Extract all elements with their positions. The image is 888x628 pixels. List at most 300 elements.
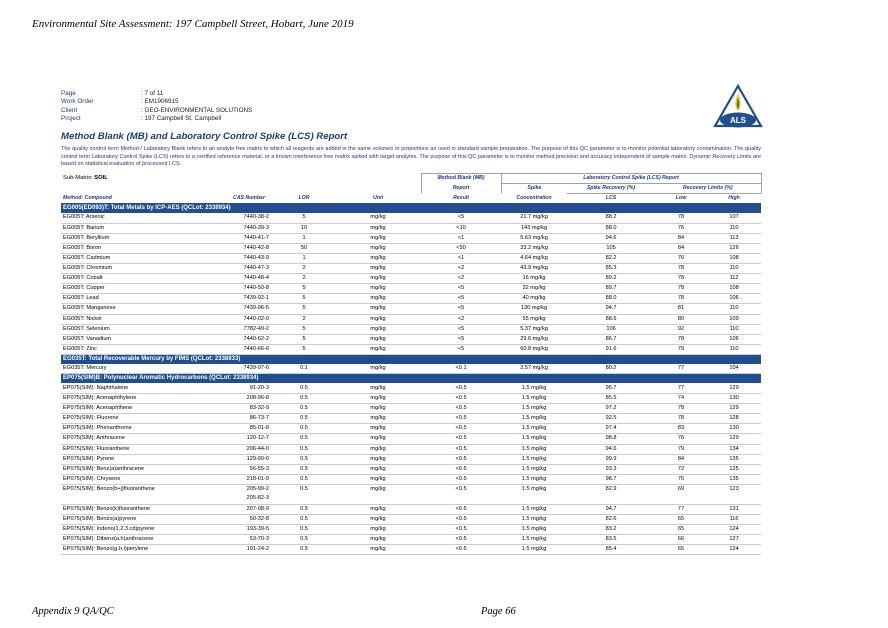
mb-report-header: Report [421, 183, 501, 193]
col-compound-header: Method: Compound [61, 193, 225, 203]
col-compound-cell: EG005T: Boron [61, 243, 225, 253]
col-concentration-cell: 1.5 mg/kg [501, 504, 567, 514]
meta-value: : EM1906915 [141, 98, 179, 106]
col-unit-cell: mg/kg [335, 404, 421, 414]
group-header-row [61, 354, 761, 364]
col-unit-cell: mg/kg [335, 274, 421, 284]
col-lcs-cell: 106 [567, 324, 655, 334]
col-cas-number-cell: 129-00-0 [225, 454, 273, 464]
table-row [61, 274, 761, 284]
col-lcs-cell: 94.7 [567, 304, 655, 314]
col-high-cell: 129 [707, 404, 761, 414]
col-high-cell: 108 [707, 284, 761, 294]
col-lor-cell: 0.5 [273, 424, 335, 434]
col-lor-cell: 0.5 [273, 504, 335, 514]
col-high-cell: 113 [707, 233, 761, 243]
col-concentration-cell: 33.2 mg/kg [501, 243, 567, 253]
col-concentration-header: Concentration [501, 193, 567, 203]
col-unit-cell: mg/kg [335, 474, 421, 484]
col-lor-cell: 5 [273, 284, 335, 294]
col-compound-cell: EG035T: Mercury [61, 364, 225, 374]
col-high-cell: 127 [707, 535, 761, 545]
col-low-cell: 76 [655, 434, 707, 444]
col-result-cell: <0.5 [421, 545, 501, 555]
col-compound-cell: EG005T: Chromium [61, 264, 225, 274]
col-lcs-cell: 97.2 [567, 404, 655, 414]
col-lor-cell: 0.5 [273, 474, 335, 484]
col-lor-cell: 0.5 [273, 535, 335, 545]
col-compound-cell: EP075(SIM): Anthracene [61, 434, 225, 444]
col-lor-cell: 50 [273, 243, 335, 253]
col-high-cell: 109 [707, 314, 761, 324]
table-row [61, 243, 761, 253]
col-lor-cell: 0.5 [273, 545, 335, 555]
table-row [61, 434, 761, 444]
col-concentration-cell: 1.5 mg/kg [501, 383, 567, 393]
col-lcs-cell: 97.4 [567, 424, 655, 434]
col-high-cell: 106 [707, 294, 761, 304]
col-unit-cell: mg/kg [335, 464, 421, 474]
col-cas-number-cell: 56-55-3 [225, 464, 273, 474]
col-unit-cell: mg/kg [335, 364, 421, 374]
col-lcs-cell: 80.2 [567, 364, 655, 374]
col-compound-cell: EG005T: Cobalt [61, 274, 225, 284]
col-concentration-cell: 40 mg/kg [501, 294, 567, 304]
col-high-cell: 126 [707, 243, 761, 253]
col-result-cell: <0.5 [421, 444, 501, 454]
col-concentration-cell: 1.5 mg/kg [501, 424, 567, 434]
table-row [61, 334, 761, 344]
col-result-cell: <0.5 [421, 504, 501, 514]
col-compound-cell: EP075(SIM): Benzo(b+j)fluoranthene [61, 484, 225, 504]
col-low-cell: 77 [655, 364, 707, 374]
col-concentration-cell: 60.8 mg/kg [501, 344, 567, 354]
col-cas-number-cell: 206-44-0 [225, 444, 273, 454]
col-lor-cell: 0.5 [273, 525, 335, 535]
mb-header: Method Blank (MB) [421, 173, 501, 183]
col-cas-number-cell: 91-20-3 [225, 383, 273, 393]
col-concentration-cell: 1.5 mg/kg [501, 454, 567, 464]
table-row [61, 535, 761, 545]
col-lor-cell: 2 [273, 314, 335, 324]
table-row [61, 383, 761, 393]
col-result-cell: <0.5 [421, 474, 501, 484]
col-compound-cell: EG005T: Cadmium [61, 253, 225, 263]
col-low-cell: 79 [655, 344, 707, 354]
col-unit-cell: mg/kg [335, 314, 421, 324]
col-result-header: Result [421, 193, 501, 203]
col-lcs-cell: 82.2 [567, 253, 655, 263]
col-low-cell: 76 [655, 253, 707, 263]
col-concentration-cell: 1.5 mg/kg [501, 404, 567, 414]
col-low-cell: 84 [655, 233, 707, 243]
col-cas-number-cell: 218-01-9 [225, 474, 273, 484]
col-cas-number-cell: 208-96-8 [225, 394, 273, 404]
col-lor-cell: 0.5 [273, 394, 335, 404]
col-lcs-cell: 83.5 [567, 535, 655, 545]
col-cas-number-cell: 50-32-8 [225, 515, 273, 525]
meta-row [61, 115, 765, 123]
col-concentration-cell: 1.5 mg/kg [501, 394, 567, 404]
col-concentration-cell: 1.5 mg/kg [501, 545, 567, 555]
col-compound-cell: EP075(SIM): Dibenz(a.h)anthracene [61, 535, 225, 545]
col-concentration-cell: 43.9 mg/kg [501, 264, 567, 274]
col-cas-number-cell: 7439-96-5 [225, 304, 273, 314]
col-lor-cell: 5 [273, 344, 335, 354]
col-high-cell: 130 [707, 424, 761, 434]
col-compound-cell: EP075(SIM): Acenaphthylene [61, 394, 225, 404]
col-low-header: Low [655, 193, 707, 203]
col-low-cell: 92 [655, 324, 707, 334]
col-compound-cell: EP075(SIM): Fluorene [61, 414, 225, 424]
col-lor-cell: 0.5 [273, 444, 335, 454]
col-low-cell: 83 [655, 424, 707, 434]
col-unit-cell: mg/kg [335, 344, 421, 354]
col-lor-cell: 0.5 [273, 383, 335, 393]
col-result-cell: <5 [421, 324, 501, 334]
col-result-cell: <0.5 [421, 424, 501, 434]
col-high-cell: 129 [707, 383, 761, 393]
table-row [61, 233, 761, 243]
report-intro: The quality control term Method / Laboratory Blank refers to an analyte free matrix to which all reagents are added in the same volumes or proportions as used in standard sample preparation. The purpose of this QC parameter is to monitor potential laboratory contamination. The quality control term Laboratory Control Spike (LCS) refers to a certified reference material, or a known interference free matrix spiked with target analytes. The purpose of this QC parameter is to monitor method precision and accuracy independent of sample matrix. Dynamic Recovery Limits are based on statistical evaluation of processed LCS. [61, 146, 761, 168]
submatrix-cell [61, 173, 421, 183]
col-high-cell: 131 [707, 504, 761, 514]
col-cas-number-cell: 7440-50-8 [225, 284, 273, 294]
col-lcs-cell: 89.7 [567, 284, 655, 294]
col-lor-cell: 0.5 [273, 404, 335, 414]
table-row [61, 484, 761, 504]
table-row [61, 253, 761, 263]
col-compound-cell: EP075(SIM): Pyrene [61, 454, 225, 464]
col-lor-cell: 5 [273, 294, 335, 304]
col-cas-number-cell: 7440-47-3 [225, 264, 273, 274]
col-unit-cell: mg/kg [335, 233, 421, 243]
col-compound-cell: EP075(SIM): Naphthalene [61, 383, 225, 393]
col-lor-cell: 5 [273, 324, 335, 334]
col-lcs-cell: 88.0 [567, 223, 655, 233]
table-row [61, 344, 761, 354]
col-result-cell: <5 [421, 334, 501, 344]
col-result-cell: <0.5 [421, 454, 501, 464]
qc-report [61, 90, 765, 555]
col-cas-number-cell: 85-01-8 [225, 424, 273, 434]
col-unit-cell: mg/kg [335, 454, 421, 464]
col-high-cell: 104 [707, 364, 761, 374]
qc-table [61, 173, 762, 556]
meta-row [61, 90, 765, 98]
col-lcs-cell: 94.7 [567, 504, 655, 514]
col-low-cell: 78 [655, 213, 707, 223]
col-result-cell: <0.5 [421, 383, 501, 393]
col-lor-cell: 2 [273, 274, 335, 284]
logo-text: ALS [730, 116, 746, 125]
col-lor-header: LOR [273, 193, 335, 203]
col-lcs-cell: 83.2 [567, 525, 655, 535]
table-row [61, 324, 761, 334]
table-row [61, 515, 761, 525]
col-compound-cell: EG005T: Selenium [61, 324, 225, 334]
col-lcs-cell: 88.6 [567, 314, 655, 324]
col-compound-cell: EP075(SIM): Benzo(k)fluoranthene [61, 504, 225, 514]
table-row [61, 424, 761, 434]
col-concentration-cell: 1.5 mg/kg [501, 444, 567, 454]
col-unit-header: Unit [335, 193, 421, 203]
col-lcs-cell: 88.2 [567, 213, 655, 223]
col-result-cell: <0.5 [421, 394, 501, 404]
col-low-cell: 78 [655, 404, 707, 414]
table-row [61, 444, 761, 454]
col-cas-number-cell: 7439-97-6 [225, 364, 273, 374]
col-compound-cell: EG005T: Arsenic [61, 213, 225, 223]
col-low-cell: 72 [655, 464, 707, 474]
col-compound-cell: EG005T: Vanadium [61, 334, 225, 344]
table-row [61, 525, 761, 535]
col-compound-cell: EP075(SIM): Benz(a)anthracene [61, 464, 225, 474]
col-cas-number-cell: 207-08-9 [225, 504, 273, 514]
col-lor-cell: 5 [273, 334, 335, 344]
col-high-cell: 110 [707, 264, 761, 274]
group-title: EP075(SIM)B: Polynuclear Aromatic Hydrocarbons (QCLot: 2338934) [61, 374, 761, 384]
col-result-cell: <0.5 [421, 525, 501, 535]
col-lor-cell: 0.5 [273, 484, 335, 504]
col-unit-cell: mg/kg [335, 525, 421, 535]
table-column-header [61, 193, 761, 203]
col-unit-cell: mg/kg [335, 434, 421, 444]
col-concentration-cell: 130 mg/kg [501, 304, 567, 314]
col-cas-number-cell: 53-70-3 [225, 535, 273, 545]
col-unit-cell: mg/kg [335, 383, 421, 393]
table-row [61, 464, 761, 474]
col-result-cell: <5 [421, 294, 501, 304]
col-lor-cell: 0.5 [273, 414, 335, 424]
cas-number-line: 205-82-3 [246, 494, 269, 501]
col-low-cell: 65 [655, 525, 707, 535]
col-unit-cell: mg/kg [335, 284, 421, 294]
col-cas-number-cell [225, 484, 273, 504]
table-row [61, 474, 761, 484]
col-concentration-cell: 1.5 mg/kg [501, 515, 567, 525]
col-unit-cell: mg/kg [335, 213, 421, 223]
col-high-cell: 116 [707, 515, 761, 525]
col-lor-cell: 1 [273, 253, 335, 263]
col-unit-cell: mg/kg [335, 324, 421, 334]
col-concentration-cell: 2.57 mg/kg [501, 364, 567, 374]
col-low-cell: 66 [655, 535, 707, 545]
col-cas-number-cell: 7440-42-8 [225, 243, 273, 253]
col-high-cell: 130 [707, 394, 761, 404]
col-cas-number-cell: 7440-02-0 [225, 314, 273, 324]
col-high-cell: 110 [707, 304, 761, 314]
col-compound-cell: EG005T: Nickel [61, 314, 225, 324]
col-compound-cell: EP075(SIM): Fluoranthene [61, 444, 225, 454]
col-result-cell: <50 [421, 243, 501, 253]
meta-key: Page [61, 90, 76, 97]
col-lor-cell: 0.1 [273, 364, 335, 374]
col-unit-cell: mg/kg [335, 334, 421, 344]
col-low-cell: 78 [655, 274, 707, 284]
table-row [61, 504, 761, 514]
group-header-row [61, 374, 761, 384]
submatrix-value: SOIL [94, 174, 108, 181]
col-cas-number-cell: 83-32-9 [225, 404, 273, 414]
col-lcs-cell: 89.2 [567, 274, 655, 284]
col-high-cell: 125 [707, 464, 761, 474]
col-lcs-cell: 82.9 [567, 484, 655, 504]
page-footer-left: Appendix 9 QA/QC [32, 606, 114, 617]
col-result-cell: <0.5 [421, 434, 501, 444]
col-concentration-cell: 1.5 mg/kg [501, 484, 567, 504]
col-result-cell: <5 [421, 304, 501, 314]
col-high-cell: 124 [707, 525, 761, 535]
col-compound-cell: EP075(SIM): Indeno(1.2.3.cd)pyrene [61, 525, 225, 535]
col-high-cell: 123 [707, 484, 761, 504]
col-cas-number-cell: 7440-66-6 [225, 344, 273, 354]
col-lcs-cell: 85.5 [567, 394, 655, 404]
meta-key: Project [61, 114, 81, 122]
spike-header: Spike [527, 185, 542, 192]
col-lor-cell: 10 [273, 223, 335, 233]
group-header-row [61, 204, 761, 214]
col-concentration-cell: 21.7 mg/kg [501, 213, 567, 223]
col-lcs-cell: 86.7 [567, 334, 655, 344]
col-unit-cell: mg/kg [335, 294, 421, 304]
col-high-cell: 134 [707, 444, 761, 454]
col-concentration-cell: 1.5 mg/kg [501, 535, 567, 545]
col-lcs-cell: 94.6 [567, 233, 655, 243]
col-lcs-cell: 85.3 [567, 264, 655, 274]
col-cas-number-cell: 7440-38-2 [225, 213, 273, 223]
table-row [61, 414, 761, 424]
meta-list [61, 90, 765, 123]
col-concentration-cell: 29.6 mg/kg [501, 334, 567, 344]
col-lcs-cell: 82.6 [567, 515, 655, 525]
col-unit-cell: mg/kg [335, 545, 421, 555]
col-lcs-cell: 95.7 [567, 383, 655, 393]
col-high-cell: 106 [707, 334, 761, 344]
col-high-cell: 110 [707, 223, 761, 233]
col-compound-cell: EG005T: Beryllium [61, 233, 225, 243]
col-cas-number-cell: 120-12-7 [225, 434, 273, 444]
col-result-cell: <0.5 [421, 464, 501, 474]
col-high-cell: 107 [707, 213, 761, 223]
col-low-cell: 77 [655, 504, 707, 514]
col-unit-cell: mg/kg [335, 504, 421, 514]
col-compound-cell: EP075(SIM): Benzo(g.h.i)perylene [61, 545, 225, 555]
col-result-cell: <0.5 [421, 484, 501, 504]
col-cas-number-cell: 7440-41-7 [225, 233, 273, 243]
col-compound-cell: EG005T: Zinc [61, 344, 225, 354]
col-compound-cell: EP075(SIM): Acenaphthene [61, 404, 225, 414]
table-row [61, 545, 761, 555]
col-concentration-cell: 5.37 mg/kg [501, 324, 567, 334]
lcs-header: Laboratory Control Spike (LCS) Report [501, 173, 761, 183]
col-unit-cell: mg/kg [335, 243, 421, 253]
col-cas-number-cell: 193-39-5 [225, 525, 273, 535]
meta-key: Work Order [61, 98, 94, 106]
table-row [61, 364, 761, 374]
col-low-cell: 78 [655, 284, 707, 294]
col-cas-number-cell: 86-73-7 [225, 414, 273, 424]
col-cas-number-cell: 7440-43-9 [225, 253, 273, 263]
col-low-cell: 84 [655, 454, 707, 464]
col-lcs-header: LCS [567, 193, 655, 203]
col-high-cell: 110 [707, 324, 761, 334]
col-high-cell: 135 [707, 454, 761, 464]
col-lcs-cell: 94.6 [567, 444, 655, 454]
col-low-cell: 74 [655, 394, 707, 404]
col-low-cell: 81 [655, 304, 707, 314]
col-lcs-cell: 92.5 [567, 414, 655, 424]
table-row [61, 394, 761, 404]
group-title: EG005(ED093)T: Total Metals by ICP-AES (QCLot: 2338934) [61, 204, 761, 214]
meta-value: : GEO-ENVIRONMENTAL SOLUTIONS [141, 106, 253, 114]
col-lor-cell: 0.5 [273, 464, 335, 474]
col-low-cell: 69 [655, 484, 707, 504]
col-cas-number-cell: 7440-39-3 [225, 223, 273, 233]
col-high-cell: 135 [707, 474, 761, 484]
col-unit-cell: mg/kg [335, 223, 421, 233]
col-result-cell: <1 [421, 233, 501, 243]
col-cas-number-cell: 7782-49-2 [225, 324, 273, 334]
col-cas-number-cell: 7440-62-2 [225, 334, 273, 344]
col-lor-cell: 0.5 [273, 454, 335, 464]
col-result-cell: <5 [421, 284, 501, 294]
col-high-cell: 110 [707, 344, 761, 354]
col-cas-number-cell: 191-24-2 [225, 545, 273, 555]
col-cas-number-cell: 7439-92-1 [225, 294, 273, 304]
col-unit-cell: mg/kg [335, 515, 421, 525]
table-row [61, 454, 761, 464]
col-compound-cell: EP075(SIM): Benzo(a)pyrene [61, 515, 225, 525]
col-unit-cell: mg/kg [335, 484, 421, 504]
col-low-cell: 78 [655, 264, 707, 274]
table-row [61, 213, 761, 223]
col-result-cell: <0.5 [421, 404, 501, 414]
col-concentration-cell: 1.5 mg/kg [501, 525, 567, 535]
col-low-cell: 78 [655, 414, 707, 424]
meta-row [61, 98, 765, 106]
table-row [61, 284, 761, 294]
col-lcs-cell: 93.3 [567, 464, 655, 474]
meta-value: : 7 of 11 [141, 90, 164, 97]
col-low-cell: 84 [655, 243, 707, 253]
table-row [61, 223, 761, 233]
col-result-cell: <5 [421, 213, 501, 223]
col-low-cell: 65 [655, 515, 707, 525]
col-compound-cell: EG005T: Barium [61, 223, 225, 233]
col-unit-cell: mg/kg [335, 424, 421, 434]
col-result-cell: <1 [421, 253, 501, 263]
col-concentration-cell: 55 mg/kg [501, 314, 567, 324]
col-unit-cell: mg/kg [335, 253, 421, 263]
cas-number-line: 205-99-2 [246, 485, 269, 492]
col-low-cell: 76 [655, 474, 707, 484]
group-title: EG035T: Total Recoverable Mercury by FIMS (QCLot: 2338933) [61, 354, 761, 364]
col-cas-number-cell: 7440-48-4 [225, 274, 273, 284]
col-unit-cell: mg/kg [335, 444, 421, 454]
col-result-cell: <5 [421, 344, 501, 354]
col-concentration-cell: 5.63 mg/kg [501, 233, 567, 243]
col-result-cell: <0.5 [421, 515, 501, 525]
col-lcs-cell: 85.4 [567, 545, 655, 555]
table-header-top [61, 173, 761, 183]
col-low-cell: 76 [655, 223, 707, 233]
col-lor-cell: 1 [273, 233, 335, 243]
col-compound-cell: EG005T: Copper [61, 284, 225, 294]
table-row [61, 314, 761, 324]
col-concentration-cell: 1.5 mg/kg [501, 414, 567, 424]
col-concentration-cell: 1.5 mg/kg [501, 464, 567, 474]
